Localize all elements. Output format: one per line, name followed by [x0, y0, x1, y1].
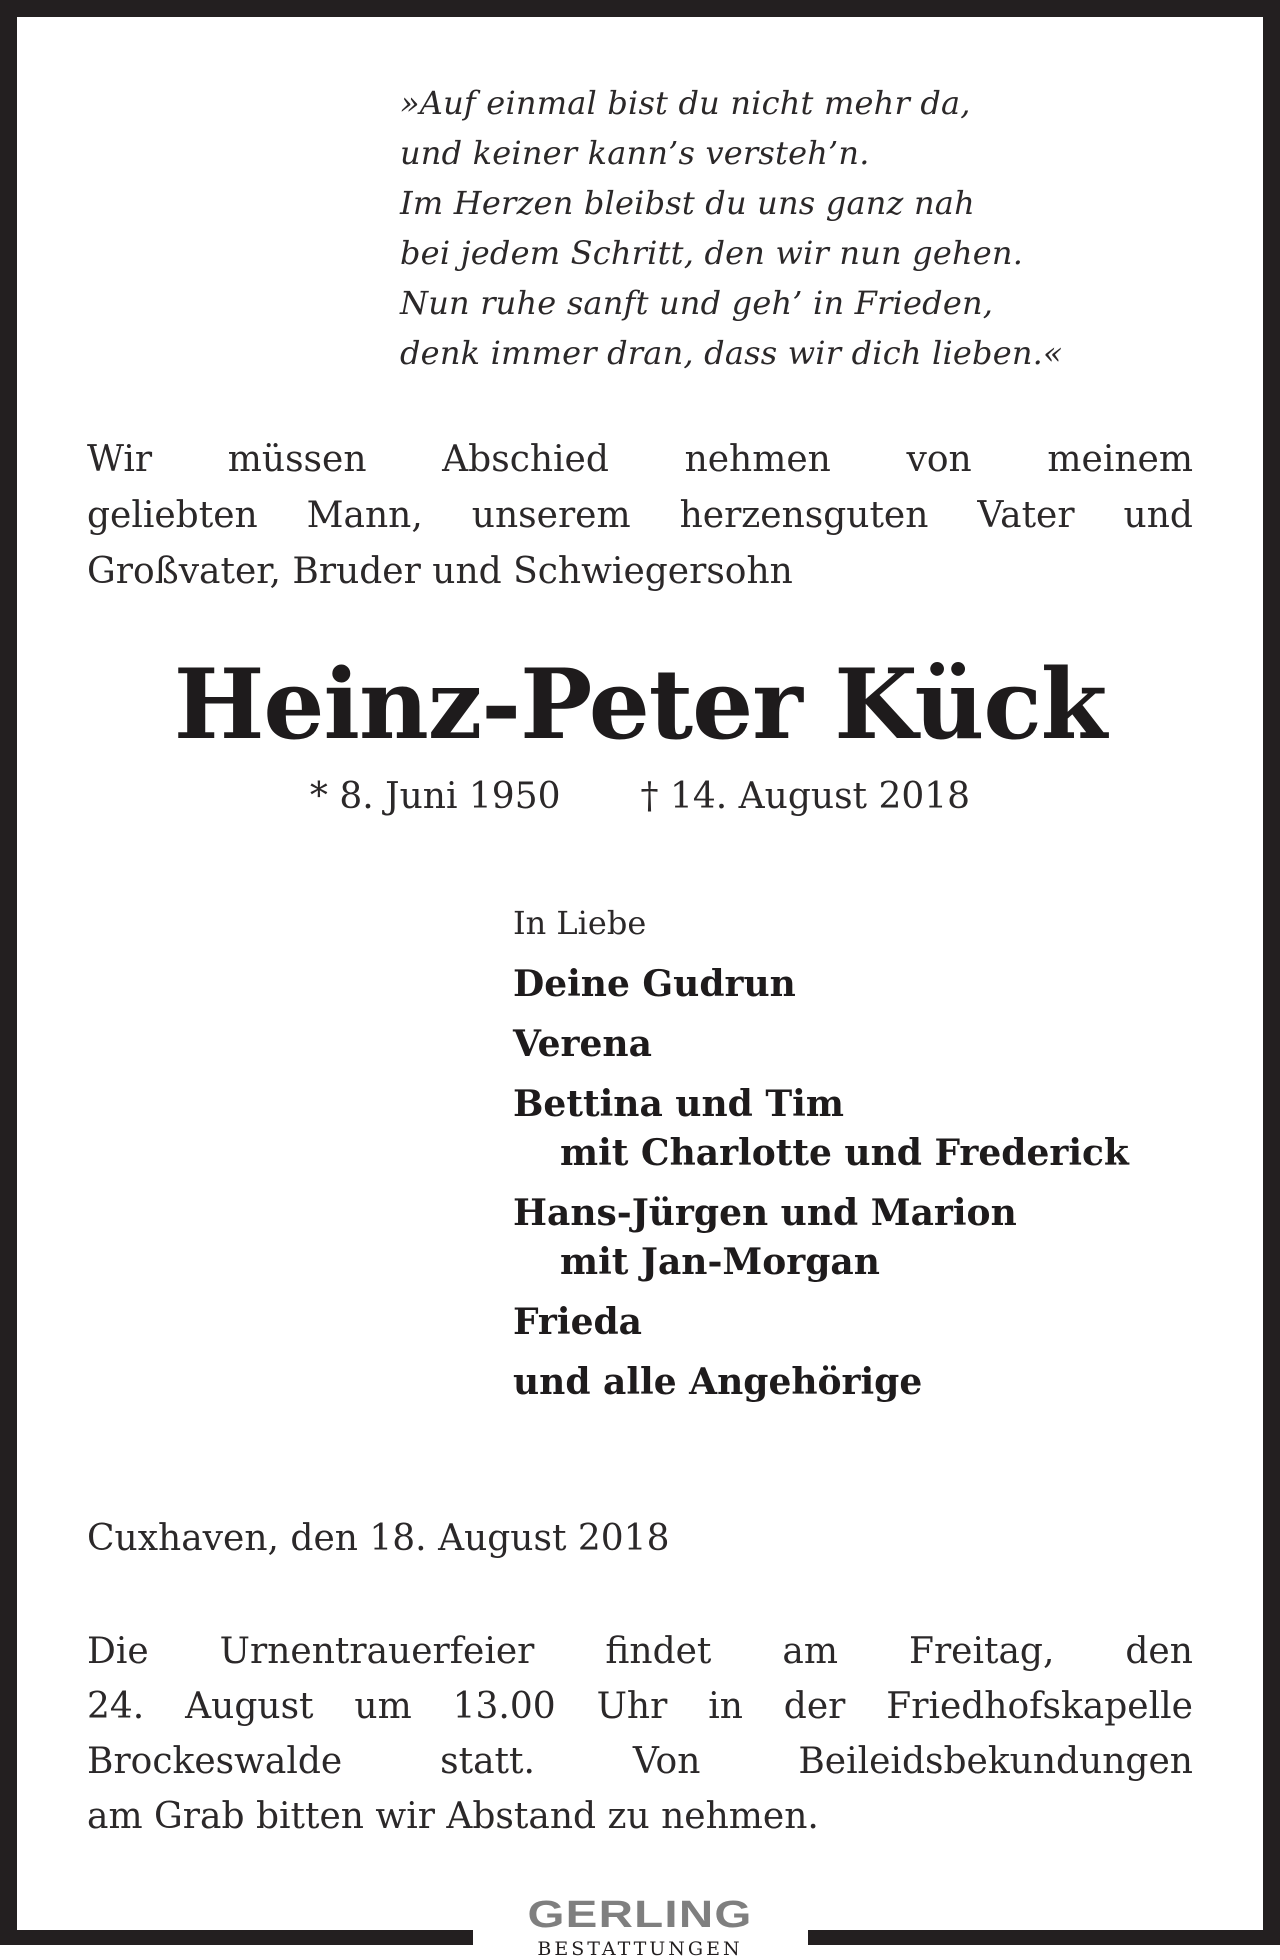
poem-line: und keiner kann’s versteh’n. [400, 134, 870, 172]
funeral-notice [87, 1624, 1193, 1844]
place-and-date: Cuxhaven, den 18. August 2018 [87, 1518, 670, 1559]
mourner-children: mit Charlotte und Frederick [560, 1132, 1129, 1174]
word: Wir [87, 439, 153, 480]
word: Abschied [442, 439, 609, 480]
word: nehmen [684, 439, 831, 480]
poem-line: denk immer dran, dass wir dich lieben.« [400, 334, 1063, 372]
mourner [513, 1189, 1129, 1287]
word: 24. [87, 1686, 145, 1727]
border-bottom-left [0, 1930, 473, 1945]
intro-line: Großvater, Bruder und Schwiegersohn [87, 551, 793, 592]
mourner [513, 1358, 1129, 1407]
border-left [0, 0, 17, 1945]
poem-line: Im Herzen bleibst du uns ganz nah [400, 184, 975, 222]
logo-subtitle: BESTATTUNGEN [537, 1938, 743, 1960]
birth-date: * 8. Juni 1950 [309, 776, 561, 817]
word: und [1123, 495, 1193, 536]
border-right [1263, 0, 1280, 1945]
poem-line: Nun ruhe sanft und geh’ in Frieden, [400, 284, 994, 322]
mourner [513, 1080, 1129, 1178]
mourner-name: Deine Gudrun [513, 963, 796, 1005]
life-dates [0, 775, 1280, 819]
deceased-name: Heinz-Peter Kück [173, 648, 1107, 761]
in-love-label: In Liebe [513, 904, 647, 942]
mourner-name: Bettina und Tim [513, 1083, 844, 1125]
poem-quote [400, 78, 1063, 378]
word: der [783, 1686, 846, 1727]
word: 13.00 [452, 1686, 556, 1727]
intro-paragraph [87, 432, 1193, 600]
word: müssen [227, 439, 367, 480]
notice-line [87, 1734, 1193, 1789]
mourner-name: und alle Angehörige [513, 1361, 923, 1403]
border-top [0, 0, 1280, 17]
poem-line: »Auf einmal bist du nicht mehr da, [400, 84, 971, 122]
word: Uhr [596, 1686, 668, 1727]
mourner [513, 1020, 1129, 1069]
mourner [513, 960, 1129, 1009]
word: Brockeswalde [87, 1741, 343, 1782]
word: herzensguten [679, 495, 929, 536]
mourner [513, 1298, 1129, 1347]
mourner-name: Verena [513, 1023, 652, 1065]
border-bottom-right [808, 1930, 1280, 1945]
word: Die [87, 1631, 149, 1672]
word: von [906, 439, 972, 480]
word: Mann, [306, 495, 423, 536]
mourner-name: Frieda [513, 1301, 642, 1343]
word: August [185, 1686, 314, 1727]
notice-line: am Grab bitten wir Abstand zu nehmen. [87, 1796, 819, 1837]
word: meinem [1047, 439, 1193, 480]
funeral-home-logo [480, 1896, 800, 1960]
notice-line [87, 1679, 1193, 1734]
word: Urnentrauerfeier [219, 1631, 535, 1672]
word: Von [632, 1741, 701, 1782]
word: Friedhofskapelle [886, 1686, 1193, 1727]
word: geliebten [87, 495, 258, 536]
logo-brand: GERLING [527, 1894, 753, 1936]
intro-line [87, 432, 1193, 488]
word: am [782, 1631, 838, 1672]
death-date: † 14. August 2018 [640, 776, 971, 817]
mourners-list [513, 900, 1129, 1418]
notice-line [87, 1624, 1193, 1679]
word: in [708, 1686, 743, 1727]
word: um [354, 1686, 412, 1727]
word: statt. [440, 1741, 535, 1782]
intro-line [87, 488, 1193, 544]
word: Vater [977, 495, 1075, 536]
word: Beileidsbekundungen [798, 1741, 1193, 1782]
mourner-children: mit Jan-Morgan [560, 1241, 880, 1283]
word: unserem [471, 495, 631, 536]
poem-line: bei jedem Schritt, den wir nun gehen. [400, 234, 1024, 272]
word: findet [605, 1631, 712, 1672]
word: den [1125, 1631, 1193, 1672]
word: Freitag, [908, 1631, 1055, 1672]
mourner-name: Hans-Jürgen und Marion [513, 1192, 1017, 1234]
